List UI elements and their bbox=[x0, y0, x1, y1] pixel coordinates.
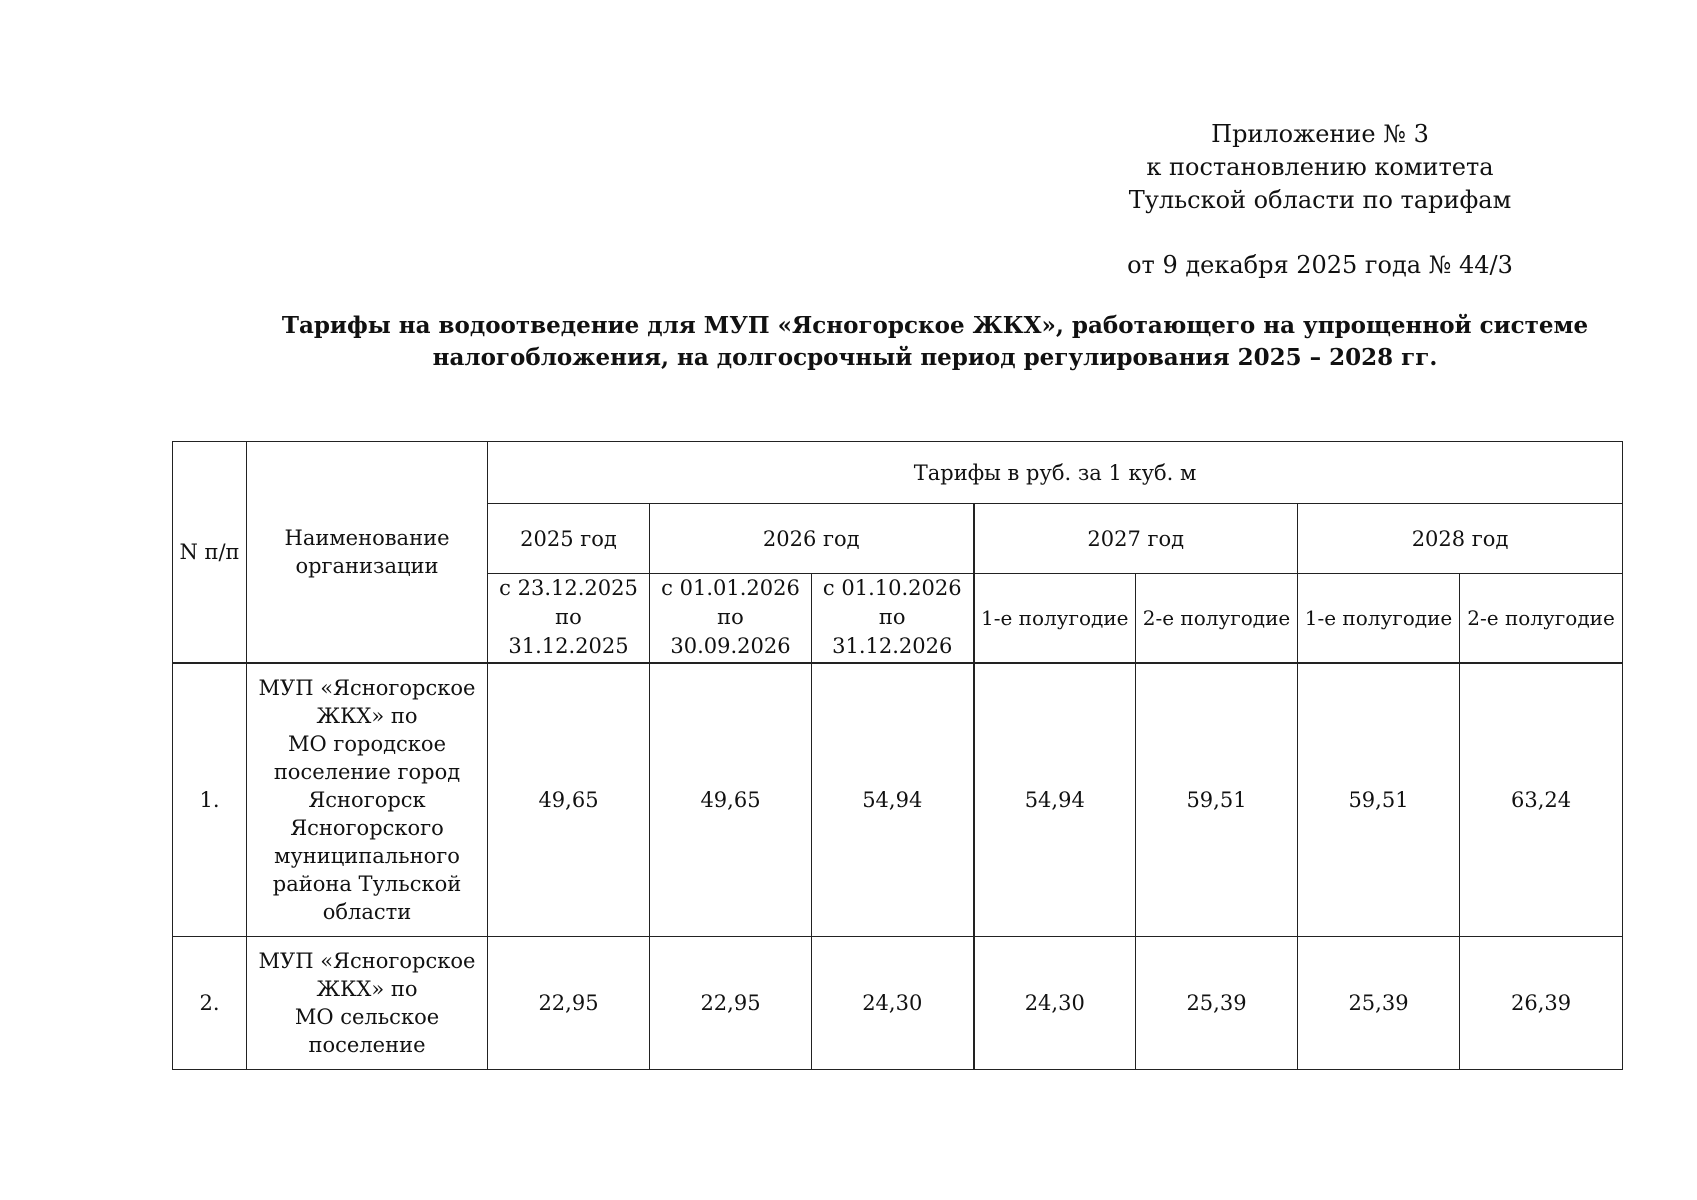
tariff-value: 59,51 bbox=[1136, 663, 1298, 937]
tariff-table bbox=[172, 441, 1623, 1070]
org-line: поселение bbox=[308, 1032, 426, 1057]
period-end: по 30.09.2026 bbox=[670, 605, 791, 659]
period-half-year: 1-е полугодие bbox=[974, 574, 1136, 663]
appendix-resolution: к постановлению комитета bbox=[1146, 153, 1494, 181]
org-line: области bbox=[322, 899, 412, 924]
tariff-value: 22,95 bbox=[488, 936, 650, 1069]
header-row-tariffs bbox=[173, 442, 1623, 504]
appendix-header bbox=[1110, 118, 1530, 282]
org-line: ЖКХ» по bbox=[316, 976, 418, 1001]
header-tariffs: Тарифы в руб. за 1 куб. м bbox=[488, 442, 1623, 504]
org-line: поселение город bbox=[273, 759, 461, 784]
tariff-value: 25,39 bbox=[1136, 936, 1298, 1069]
period-cell bbox=[812, 574, 974, 663]
org-line: МО городское bbox=[287, 731, 446, 756]
title-line-1: Тарифы на водоотведение для МУП «Ясногорское ЖКХ», работающего на упрощенной системе bbox=[281, 312, 1589, 339]
header-year-2026: 2026 год bbox=[650, 504, 974, 574]
header-number: N п/п bbox=[173, 442, 247, 663]
period-end: по 31.12.2026 bbox=[832, 605, 953, 659]
period-cell bbox=[488, 574, 650, 663]
appendix-date: от 9 декабря 2025 года № 44/3 bbox=[1127, 251, 1513, 279]
organization-name bbox=[247, 663, 488, 937]
org-line: района Тульской bbox=[272, 871, 462, 896]
header-year-2028: 2028 год bbox=[1298, 504, 1623, 574]
period-half-year: 2-е полугодие bbox=[1460, 574, 1623, 663]
period-end: по 31.12.2025 bbox=[508, 605, 629, 659]
tariff-value: 54,94 bbox=[974, 663, 1136, 937]
period-half-year: 2-е полугодие bbox=[1136, 574, 1298, 663]
row-number: 2. bbox=[173, 936, 247, 1069]
tariff-value: 63,24 bbox=[1460, 663, 1623, 937]
org-line: ЖКХ» по bbox=[316, 703, 418, 728]
header-year-2027: 2027 год bbox=[974, 504, 1298, 574]
row-number: 1. bbox=[173, 663, 247, 937]
table-row bbox=[173, 663, 1623, 937]
title-line-2: налогобложения, на долгосрочный период регулирования 2025 – 2028 гг. bbox=[432, 344, 1438, 371]
tariff-value: 25,39 bbox=[1298, 936, 1460, 1069]
period-half-year: 1-е полугодие bbox=[1298, 574, 1460, 663]
org-line: муниципального bbox=[274, 843, 460, 868]
period-start: с 01.10.2026 bbox=[822, 576, 962, 601]
tariff-value: 22,95 bbox=[650, 936, 812, 1069]
appendix-number: Приложение № 3 bbox=[1211, 120, 1429, 148]
appendix-committee: Тульской области по тарифам bbox=[1128, 186, 1512, 214]
org-line: Ясногорского bbox=[290, 815, 444, 840]
period-cell bbox=[650, 574, 812, 663]
document-title bbox=[200, 310, 1670, 374]
period-start: с 01.01.2026 bbox=[661, 576, 800, 601]
org-line: Ясногорск bbox=[308, 787, 426, 812]
tariff-value: 26,39 bbox=[1460, 936, 1623, 1069]
tariff-value: 24,30 bbox=[812, 936, 974, 1069]
tariff-value: 59,51 bbox=[1298, 663, 1460, 937]
organization-name bbox=[247, 936, 488, 1069]
tariff-value: 49,65 bbox=[650, 663, 812, 937]
table-row bbox=[173, 936, 1623, 1069]
header-year-2025: 2025 год bbox=[488, 504, 650, 574]
org-line: МО сельское bbox=[294, 1004, 440, 1029]
tariff-value: 24,30 bbox=[974, 936, 1136, 1069]
tariff-value: 49,65 bbox=[488, 663, 650, 937]
header-organization: Наименование организации bbox=[247, 442, 488, 663]
org-line: МУП «Ясногорское bbox=[258, 675, 476, 700]
org-line: МУП «Ясногорское bbox=[258, 948, 476, 973]
tariff-value: 54,94 bbox=[812, 663, 974, 937]
period-start: с 23.12.2025 bbox=[499, 576, 638, 601]
